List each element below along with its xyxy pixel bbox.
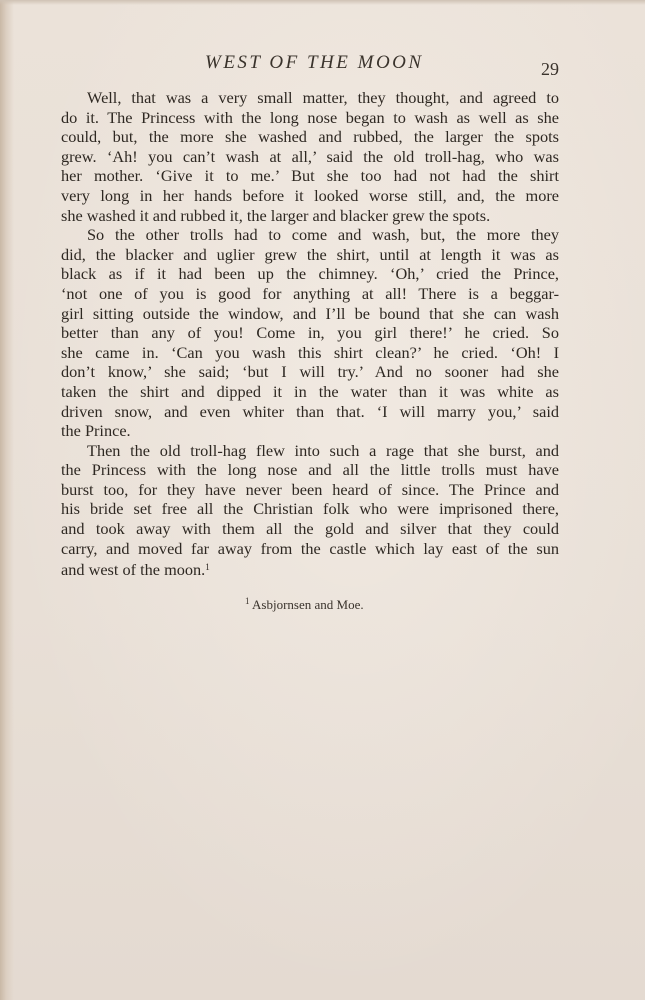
text-line [61,225,559,245]
text-line-content: do it. The Princess with the long nose began to wash as well as she [61,107,559,127]
text-line [61,127,559,147]
page-number: 29 [541,59,559,79]
text-line-content: burst too, for they have never been heard of since. The Prince and [61,479,559,499]
text-line-content: Well, that was a very small matter, they thought, and agreed to [87,88,559,107]
text-line [61,323,559,343]
text-line-content: driven snow, and even whiter than that. ‘I will marry you,’ said [61,401,559,421]
text-line [61,186,559,206]
text-line [61,519,559,539]
text-line [61,402,559,422]
text-line [61,304,559,324]
text-line-content: her mother. ‘Give it to me.’ But she too had not had the shirt [61,166,559,186]
text-line-content: the Prince. [61,421,131,441]
text-line-content: Then the old troll-hag flew into such a rage that she burst, and [87,440,559,460]
text-line [61,480,559,500]
text-line [61,421,559,441]
text-line-content: carry, and moved far away from the castle which lay east of the sun [61,538,559,558]
text-line-content: black as if it had been up the chimney. ‘Oh,’ cried the Prince, [61,264,559,284]
running-title: WEST OF THE MOON [205,52,424,73]
text-line-content: and west of the moon. [61,560,206,580]
text-line [61,147,559,167]
text-line-content: So the other trolls had to come and wash, but, the more they [87,225,559,245]
text-line [61,441,559,461]
text-line-content: the Princess with the long nose and all the little trolls must have [61,460,559,480]
text-line [61,499,559,519]
text-line [61,264,559,284]
body-text [61,88,559,578]
text-line [61,166,559,186]
text-line [61,362,559,382]
text-line [61,539,559,559]
page-top-edge [0,0,645,5]
text-line [61,245,559,265]
text-line-content: girl sitting outside the window, and I’ll be bound that she can wash [61,303,559,323]
text-line [61,88,559,108]
text-line-content: better than any of you! Come in, you girl there!’ he cried. So [61,323,559,343]
text-line [61,206,559,226]
text-line-content: grew. ‘Ah! you can’t wash at all,’ said the old troll-hag, who was [61,146,559,166]
text-line [61,382,559,402]
text-line-content: she came in. ‘Can you wash this shirt clean?’ he cried. ‘Oh! I [61,342,559,362]
footnote-mark: 1 [245,596,250,606]
page-binding-edge [0,0,14,1000]
text-line [61,343,559,363]
text-line [61,558,559,578]
running-head [0,52,645,82]
text-line [61,460,559,480]
footnote [245,596,364,613]
footnote-text: Asbjornsen and Moe. [252,597,364,612]
text-line [61,108,559,128]
text-line-content: taken the shirt and dipped it in the water than it was white as [61,381,559,401]
text-line-content: don’t know,’ she said; ‘but I will try.’ And no sooner had she [61,362,559,382]
text-line-content: and took away with them all the gold and silver that they could [61,519,559,539]
footnote-reference: 1 [205,562,210,573]
text-line-content: she washed it and rubbed it, the larger and blacker grew the spots. [61,205,491,225]
text-line-content: did, the blacker and uglier grew the shirt, until at length it was as [61,244,559,264]
text-line-content: his bride set free all the Christian folk who were imprisoned there, [61,499,559,519]
text-line [61,284,559,304]
text-line-content: ‘not one of you is good for anything at all! There is a beggar- [61,283,559,303]
text-line-content: very long in her hands before it looked worse still, and, the more [61,185,559,205]
text-line-content: could, but, the more she washed and rubbed, the larger the spots [61,127,559,147]
